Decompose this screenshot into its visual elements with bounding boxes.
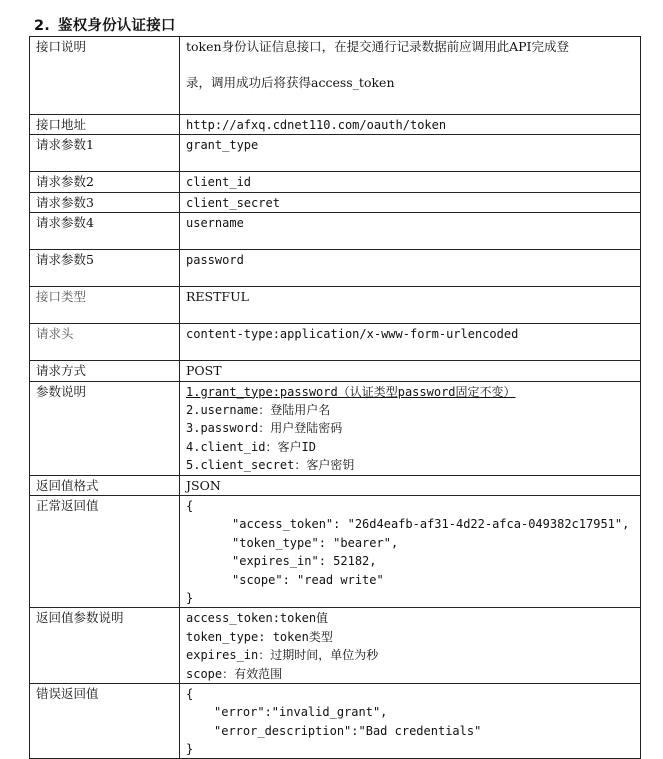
key-cell: 请求头 <box>30 324 180 361</box>
key-cell: 参数说明 <box>30 381 180 475</box>
description-line-1: token身份认证信息接口，在提交通行记录数据前应调用此API完成登 <box>186 39 569 54</box>
key-cell: 接口类型 <box>30 287 180 324</box>
section-heading <box>34 14 176 35</box>
param-value: client_secret <box>180 192 641 212</box>
code-line: "access_token": "26d4eafb-af31-4d22-afca-049382c17951", <box>232 517 630 532</box>
key-cell: 正常返回值 <box>30 495 180 607</box>
row-request-header <box>30 324 641 361</box>
code-line: "error":"invalid_grant", <box>214 705 388 720</box>
param-value: password <box>180 250 641 287</box>
key-cell: 请求参数2 <box>30 172 180 192</box>
section-number: 2. <box>34 18 50 34</box>
row-request-param-5 <box>30 250 641 287</box>
key-cell: 请求参数4 <box>30 213 180 250</box>
key-cell: 返回值参数说明 <box>30 608 180 684</box>
header-value: content-type:application/x-www-form-urlencoded <box>180 324 641 361</box>
address-value: http://afxq.cdnet110.com/oauth/token <box>180 115 641 135</box>
key-cell: 错误返回值 <box>30 683 180 759</box>
api-spec-table <box>29 36 641 759</box>
param-value: client_id <box>180 172 641 192</box>
section-title: 鉴权身份认证接口 <box>58 18 176 34</box>
code-line: "error_description":"Bad credentials" <box>214 723 482 738</box>
value-cell <box>180 37 641 115</box>
row-param-description <box>30 381 641 475</box>
return-line: expires_in：过期时间，单位为秒 <box>186 648 379 663</box>
return-line: token_type: token类型 <box>186 629 333 644</box>
key-cell: 请求参数3 <box>30 192 180 212</box>
key-cell: 接口地址 <box>30 115 180 135</box>
param-line: 5.client_secret：客户密钥 <box>186 458 355 473</box>
method-value: POST <box>180 361 641 381</box>
param-line: 3.password：用户登陆密码 <box>186 421 343 436</box>
row-request-param-1 <box>30 135 641 172</box>
param-value: username <box>180 213 641 250</box>
code-line: } <box>186 590 194 605</box>
code-line: "expires_in": 52182, <box>232 554 377 569</box>
key-cell: 请求参数1 <box>30 135 180 172</box>
row-interface-address <box>30 115 641 135</box>
description-line-2: 录，调用成功后将获得access_token <box>186 75 395 91</box>
code-line: "scope": "read write" <box>232 572 384 587</box>
code-line: { <box>186 686 194 701</box>
param-line: 1.grant_type:password（认证类型password固定不变） <box>186 384 516 399</box>
return-line: access_token:token值 <box>186 611 329 626</box>
code-line: } <box>186 742 194 757</box>
row-request-param-3 <box>30 192 641 212</box>
param-line: 2.username：登陆用户名 <box>186 403 331 418</box>
error-return-code <box>180 683 641 759</box>
return-description-list <box>180 608 641 684</box>
row-request-param-2 <box>30 172 641 192</box>
row-error-return <box>30 683 641 759</box>
param-description-list <box>180 381 641 475</box>
row-request-param-4 <box>30 213 641 250</box>
key-cell: 接口说明 <box>30 37 180 115</box>
row-return-format <box>30 475 641 495</box>
row-normal-return <box>30 495 641 607</box>
code-line: "token_type": "bearer", <box>232 535 399 550</box>
row-return-description <box>30 608 641 684</box>
key-cell: 请求方式 <box>30 361 180 381</box>
key-cell: 请求参数5 <box>30 250 180 287</box>
param-line: 4.client_id：客户ID <box>186 439 316 454</box>
code-line: { <box>186 498 194 513</box>
param-value: grant_type <box>180 135 641 172</box>
type-value: RESTFUL <box>180 287 641 324</box>
format-value: JSON <box>180 475 641 495</box>
row-interface-type <box>30 287 641 324</box>
normal-return-code <box>180 495 641 607</box>
row-interface-description <box>30 37 641 115</box>
row-request-method <box>30 361 641 381</box>
key-cell: 返回值格式 <box>30 475 180 495</box>
return-line: scope：有效范围 <box>186 666 283 681</box>
